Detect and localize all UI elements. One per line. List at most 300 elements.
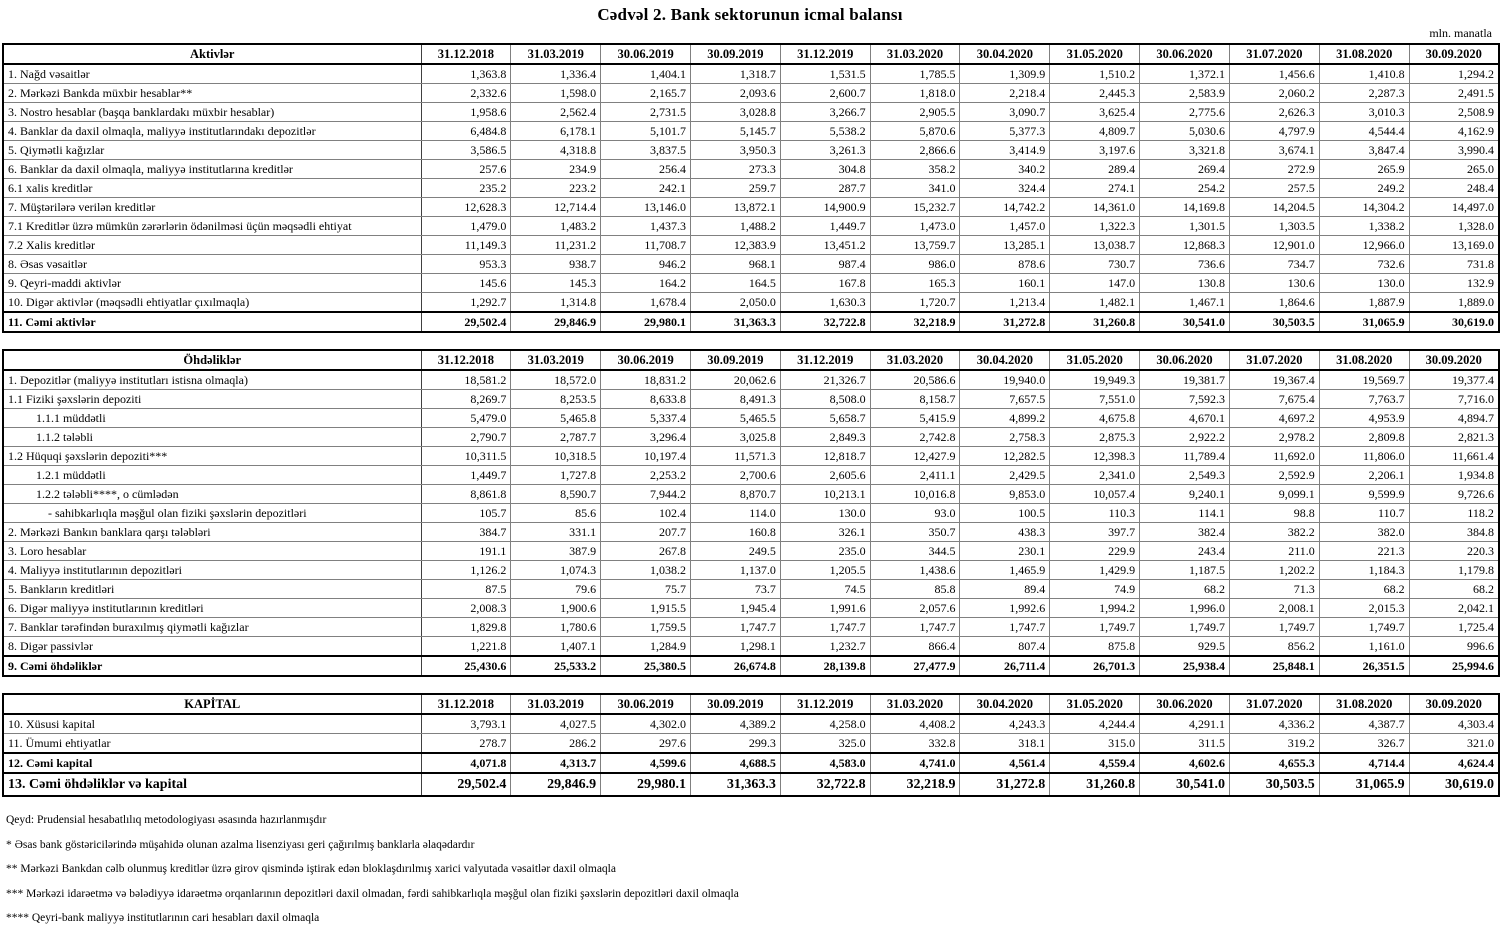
value-cell: 248.4 — [1409, 179, 1499, 198]
table-row — [3, 312, 1499, 332]
section-header: KAPİTAL — [3, 694, 421, 714]
value-cell: 68.2 — [1409, 580, 1499, 599]
value-cell: 18,572.0 — [511, 370, 601, 390]
value-cell: 100.5 — [960, 504, 1050, 523]
table-row — [3, 409, 1499, 428]
value-cell: 4,559.4 — [1050, 753, 1140, 773]
value-cell: 4,313.7 — [511, 753, 601, 773]
value-cell: 1,202.2 — [1229, 561, 1319, 580]
value-cell: 4,244.4 — [1050, 714, 1140, 734]
value-cell: 2,093.6 — [690, 84, 780, 103]
column-header-date: 31.07.2020 — [1229, 44, 1319, 64]
value-cell: 14,742.2 — [960, 198, 1050, 217]
value-cell: 5,658.7 — [780, 409, 870, 428]
value-cell: 191.1 — [421, 542, 511, 561]
value-cell: 8,870.7 — [690, 485, 780, 504]
value-cell: 987.4 — [780, 255, 870, 274]
value-cell: 147.0 — [1050, 274, 1140, 293]
table-row — [3, 734, 1499, 754]
value-cell: 358.2 — [870, 160, 960, 179]
value-cell: 1,725.4 — [1409, 618, 1499, 637]
value-cell: 3,837.5 — [601, 141, 691, 160]
value-cell: 318.1 — [960, 734, 1050, 754]
value-cell: 2,411.1 — [870, 466, 960, 485]
value-cell: 1,221.8 — [421, 637, 511, 657]
value-cell: 5,465.8 — [511, 409, 601, 428]
value-cell: 130.6 — [1229, 274, 1319, 293]
row-label: 1.1.2 tələbli — [3, 428, 421, 447]
value-cell: 273.3 — [690, 160, 780, 179]
value-cell: 1,934.8 — [1409, 466, 1499, 485]
value-cell: 167.8 — [780, 274, 870, 293]
value-cell: 1,126.2 — [421, 561, 511, 580]
value-cell: 1,438.6 — [870, 561, 960, 580]
value-cell: 19,377.4 — [1409, 370, 1499, 390]
value-cell: 32,218.9 — [870, 312, 960, 332]
value-cell: 234.9 — [511, 160, 601, 179]
column-header-date: 30.09.2019 — [690, 694, 780, 714]
value-cell: 31,272.8 — [960, 773, 1050, 796]
value-cell: 4,027.5 — [511, 714, 601, 734]
value-cell: 74.5 — [780, 580, 870, 599]
value-cell: 5,479.0 — [421, 409, 511, 428]
value-cell: 1,749.7 — [1229, 618, 1319, 637]
table-row — [3, 485, 1499, 504]
column-header-date: 30.04.2020 — [960, 350, 1050, 370]
value-cell: 2,758.3 — [960, 428, 1050, 447]
value-cell: 2,626.3 — [1229, 103, 1319, 122]
column-header-date: 30.09.2020 — [1409, 44, 1499, 64]
value-cell: 1,437.3 — [601, 217, 691, 236]
value-cell: 2,253.2 — [601, 466, 691, 485]
value-cell: 1,991.6 — [780, 599, 870, 618]
value-cell: 1,328.0 — [1409, 217, 1499, 236]
value-cell: 26,711.4 — [960, 656, 1050, 676]
value-cell: 265.9 — [1319, 160, 1409, 179]
value-cell: 1,284.9 — [601, 637, 691, 657]
value-cell: 4,797.9 — [1229, 122, 1319, 141]
value-cell: 1,456.6 — [1229, 64, 1319, 84]
value-cell: 1,205.5 — [780, 561, 870, 580]
value-cell: 8,590.7 — [511, 485, 601, 504]
row-label: 2. Mərkəzi Bankın banklara qarşı tələbləri — [3, 523, 421, 542]
value-cell: 1,759.5 — [601, 618, 691, 637]
value-cell: 3,586.5 — [421, 141, 511, 160]
value-cell: 229.9 — [1050, 542, 1140, 561]
value-cell: 968.1 — [690, 255, 780, 274]
table-row — [3, 141, 1499, 160]
row-label: 6. Digər maliyyə institutlarının kreditləri — [3, 599, 421, 618]
value-cell: 8,253.5 — [511, 390, 601, 409]
value-cell: 1,829.8 — [421, 618, 511, 637]
value-cell: 5,377.3 — [960, 122, 1050, 141]
value-cell: 5,030.6 — [1140, 122, 1230, 141]
value-cell: 130.0 — [1319, 274, 1409, 293]
value-cell: 10,197.4 — [601, 447, 691, 466]
value-cell: 12,868.3 — [1140, 236, 1230, 255]
value-cell: 12,901.0 — [1229, 236, 1319, 255]
header-row — [3, 44, 1499, 64]
value-cell: 130.8 — [1140, 274, 1230, 293]
value-cell: 1,996.0 — [1140, 599, 1230, 618]
value-cell: 5,145.7 — [690, 122, 780, 141]
value-cell: 996.6 — [1409, 637, 1499, 657]
value-cell: 2,775.6 — [1140, 103, 1230, 122]
value-cell: 8,508.0 — [780, 390, 870, 409]
value-cell: 5,870.6 — [870, 122, 960, 141]
value-cell: 387.9 — [511, 542, 601, 561]
row-label: 9. Qeyri-maddi aktivlər — [3, 274, 421, 293]
value-cell: 2,206.1 — [1319, 466, 1409, 485]
value-cell: 4,071.8 — [421, 753, 511, 773]
value-cell: 1,449.7 — [780, 217, 870, 236]
value-cell: 736.6 — [1140, 255, 1230, 274]
value-cell: 18,831.2 — [601, 370, 691, 390]
table-row — [3, 370, 1499, 390]
footnote-1: * Əsas bank göstəricilərində müşahidə olunan azalma lisenziyası geri çağırılmış banklarla əlaqədardır — [6, 838, 475, 851]
value-cell: 4,697.2 — [1229, 409, 1319, 428]
column-header-date: 31.12.2019 — [780, 44, 870, 64]
value-cell: 875.8 — [1050, 637, 1140, 657]
row-label: 1. Nağd vəsaitlər — [3, 64, 421, 84]
value-cell: 11,789.4 — [1140, 447, 1230, 466]
footnote-4: **** Qeyri-bank maliyyə institutlarının cari hesabları daxil olmaqla — [6, 912, 320, 925]
value-cell: 249.2 — [1319, 179, 1409, 198]
value-cell: 12,628.3 — [421, 198, 511, 217]
value-cell: 21,326.7 — [780, 370, 870, 390]
value-cell: 2,821.3 — [1409, 428, 1499, 447]
value-cell: 31,260.8 — [1050, 312, 1140, 332]
value-cell: 2,592.9 — [1229, 466, 1319, 485]
value-cell: 1,747.7 — [690, 618, 780, 637]
table-row — [3, 217, 1499, 236]
value-cell: 1,322.3 — [1050, 217, 1140, 236]
value-cell: 89.4 — [960, 580, 1050, 599]
value-cell: 1,407.1 — [511, 637, 601, 657]
column-header-date: 31.07.2020 — [1229, 350, 1319, 370]
value-cell: 4,688.5 — [690, 753, 780, 773]
value-cell: 110.3 — [1050, 504, 1140, 523]
value-cell: 929.5 — [1140, 637, 1230, 657]
value-cell: 25,994.6 — [1409, 656, 1499, 676]
value-cell: 114.1 — [1140, 504, 1230, 523]
value-cell: 2,905.5 — [870, 103, 960, 122]
value-cell: 1,780.6 — [511, 618, 601, 637]
column-header-date: 31.12.2019 — [780, 350, 870, 370]
value-cell: 29,980.1 — [601, 312, 691, 332]
value-cell: 1,184.3 — [1319, 561, 1409, 580]
value-cell: 1,727.8 — [511, 466, 601, 485]
value-cell: 19,949.3 — [1050, 370, 1140, 390]
value-cell: 299.3 — [690, 734, 780, 754]
value-cell: 265.0 — [1409, 160, 1499, 179]
column-header-date: 30.06.2019 — [601, 44, 691, 64]
value-cell: 5,465.5 — [690, 409, 780, 428]
value-cell: 1,630.3 — [780, 293, 870, 313]
value-cell: 4,318.8 — [511, 141, 601, 160]
row-label: 4. Maliyyə institutlarının depozitləri — [3, 561, 421, 580]
table-row — [3, 198, 1499, 217]
value-cell: 2,809.8 — [1319, 428, 1409, 447]
value-cell: 384.7 — [421, 523, 511, 542]
value-cell: 1,887.9 — [1319, 293, 1409, 313]
value-cell: 207.7 — [601, 523, 691, 542]
value-cell: 12,966.0 — [1319, 236, 1409, 255]
value-cell: 1,404.1 — [601, 64, 691, 84]
value-cell: 1,531.5 — [780, 64, 870, 84]
value-cell: 26,351.5 — [1319, 656, 1409, 676]
value-cell: 4,894.7 — [1409, 409, 1499, 428]
row-label: 13. Cəmi öhdəliklər və kapital — [3, 773, 421, 796]
value-cell: 1,429.9 — [1050, 561, 1140, 580]
value-cell: 1,457.0 — [960, 217, 1050, 236]
value-cell: 2,015.3 — [1319, 599, 1409, 618]
value-cell: 297.6 — [601, 734, 691, 754]
value-cell: 1,294.2 — [1409, 64, 1499, 84]
value-cell: 319.2 — [1229, 734, 1319, 754]
value-cell: 25,938.4 — [1140, 656, 1230, 676]
value-cell: 10,016.8 — [870, 485, 960, 504]
value-cell: 29,846.9 — [511, 312, 601, 332]
value-cell: 79.6 — [511, 580, 601, 599]
table-row — [3, 160, 1499, 179]
value-cell: 4,291.1 — [1140, 714, 1230, 734]
value-cell: 286.2 — [511, 734, 601, 754]
value-cell: 4,389.2 — [690, 714, 780, 734]
value-cell: 3,414.9 — [960, 141, 1050, 160]
column-header-date: 30.04.2020 — [960, 44, 1050, 64]
column-header-date: 30.09.2019 — [690, 350, 780, 370]
value-cell: 30,503.5 — [1229, 773, 1319, 796]
column-header-date: 31.03.2020 — [870, 694, 960, 714]
value-cell: 1,785.5 — [870, 64, 960, 84]
value-cell: 12,383.9 — [690, 236, 780, 255]
value-cell: 1,818.0 — [870, 84, 960, 103]
value-cell: 4,303.4 — [1409, 714, 1499, 734]
value-cell: 220.3 — [1409, 542, 1499, 561]
value-cell: 7,944.2 — [601, 485, 691, 504]
value-cell: 2,875.3 — [1050, 428, 1140, 447]
value-cell: 1,298.1 — [690, 637, 780, 657]
value-cell: 4,162.9 — [1409, 122, 1499, 141]
column-header-date: 31.03.2019 — [511, 350, 601, 370]
column-header-date: 30.09.2019 — [690, 44, 780, 64]
value-cell: 11,692.0 — [1229, 447, 1319, 466]
value-cell: 4,336.2 — [1229, 714, 1319, 734]
value-cell: 4,675.8 — [1050, 409, 1140, 428]
balance-table-section-0 — [2, 43, 1500, 333]
value-cell: 1,864.6 — [1229, 293, 1319, 313]
balance-table-section-2 — [2, 693, 1500, 797]
value-cell: 3,321.8 — [1140, 141, 1230, 160]
value-cell: 2,790.7 — [421, 428, 511, 447]
value-cell: 73.7 — [690, 580, 780, 599]
value-cell: 2,508.9 — [1409, 103, 1499, 122]
value-cell: 1,449.7 — [421, 466, 511, 485]
value-cell: 145.6 — [421, 274, 511, 293]
value-cell: 4,670.1 — [1140, 409, 1230, 428]
column-header-date: 31.03.2020 — [870, 350, 960, 370]
value-cell: 2,218.4 — [960, 84, 1050, 103]
table-row — [3, 656, 1499, 676]
value-cell: 1,232.7 — [780, 637, 870, 657]
value-cell: 15,232.7 — [870, 198, 960, 217]
row-label: 8. Əsas vəsaitlər — [3, 255, 421, 274]
value-cell: 14,169.8 — [1140, 198, 1230, 217]
value-cell: 32,722.8 — [780, 773, 870, 796]
value-cell: 2,583.9 — [1140, 84, 1230, 103]
value-cell: 382.4 — [1140, 523, 1230, 542]
value-cell: 1,678.4 — [601, 293, 691, 313]
value-cell: 3,197.6 — [1050, 141, 1140, 160]
value-cell: 68.2 — [1140, 580, 1230, 599]
value-cell: 13,872.1 — [690, 198, 780, 217]
row-label: 1. Depozitlər (maliyyə institutları istisna olmaqla) — [3, 370, 421, 390]
value-cell: 85.6 — [511, 504, 601, 523]
value-cell: 731.8 — [1409, 255, 1499, 274]
value-cell: 1,749.7 — [1140, 618, 1230, 637]
value-cell: 29,846.9 — [511, 773, 601, 796]
value-cell: 287.7 — [780, 179, 870, 198]
table-row — [3, 84, 1499, 103]
value-cell: 19,367.4 — [1229, 370, 1319, 390]
section-header: Öhdəliklər — [3, 350, 421, 370]
value-cell: 3,025.8 — [690, 428, 780, 447]
column-header-date: 31.05.2020 — [1050, 44, 1140, 64]
value-cell: 4,953.9 — [1319, 409, 1409, 428]
value-cell: 20,062.6 — [690, 370, 780, 390]
value-cell: 2,742.8 — [870, 428, 960, 447]
value-cell: 1,994.2 — [1050, 599, 1140, 618]
value-cell: 986.0 — [870, 255, 960, 274]
value-cell: 4,602.6 — [1140, 753, 1230, 773]
value-cell: 7,592.3 — [1140, 390, 1230, 409]
value-cell: 20,586.6 — [870, 370, 960, 390]
value-cell: 1,363.8 — [421, 64, 511, 84]
row-label: 4. Banklar da daxil olmaqla, maliyyə institutlarındakı depozitlər — [3, 122, 421, 141]
value-cell: 14,900.9 — [780, 198, 870, 217]
value-cell: 2,429.5 — [960, 466, 1050, 485]
value-cell: 14,361.0 — [1050, 198, 1140, 217]
value-cell: 2,491.5 — [1409, 84, 1499, 103]
table-row — [3, 274, 1499, 293]
value-cell: 856.2 — [1229, 637, 1319, 657]
value-cell: 28,139.8 — [780, 656, 870, 676]
value-cell: 3,296.4 — [601, 428, 691, 447]
value-cell: 13,146.0 — [601, 198, 691, 217]
value-cell: 3,793.1 — [421, 714, 511, 734]
row-label: 5. Bankların kreditləri — [3, 580, 421, 599]
value-cell: 274.1 — [1050, 179, 1140, 198]
table-row — [3, 618, 1499, 637]
value-cell: 325.0 — [780, 734, 870, 754]
value-cell: 32,218.9 — [870, 773, 960, 796]
column-header-date: 31.03.2019 — [511, 694, 601, 714]
column-header-date: 31.08.2020 — [1319, 694, 1409, 714]
value-cell: 68.2 — [1319, 580, 1409, 599]
row-label: 11. Cəmi aktivlər — [3, 312, 421, 332]
value-cell: 732.6 — [1319, 255, 1409, 274]
value-cell: 11,571.3 — [690, 447, 780, 466]
column-header-date: 30.04.2020 — [960, 694, 1050, 714]
row-label: 1.2 Hüquqi şəxslərin depoziti*** — [3, 447, 421, 466]
value-cell: 11,806.0 — [1319, 447, 1409, 466]
value-cell: 2,445.3 — [1050, 84, 1140, 103]
row-label: 1.2.1 müddətli — [3, 466, 421, 485]
header-row — [3, 350, 1499, 370]
value-cell: 160.8 — [690, 523, 780, 542]
value-cell: 1,318.7 — [690, 64, 780, 84]
footnote-2: ** Mərkəzi Bankdan cəlb olunmuş kreditlər üzrə girov qismində iştirak edən bloklaşdırılmış xarici valyutada vəsaitlər daxil olmaqla — [6, 863, 616, 876]
value-cell: 9,726.6 — [1409, 485, 1499, 504]
column-header-date: 31.07.2020 — [1229, 694, 1319, 714]
value-cell: 1,749.7 — [1319, 618, 1409, 637]
value-cell: 132.9 — [1409, 274, 1499, 293]
value-cell: 2,008.1 — [1229, 599, 1319, 618]
value-cell: 938.7 — [511, 255, 601, 274]
value-cell: 2,060.2 — [1229, 84, 1319, 103]
value-cell: 2,057.6 — [870, 599, 960, 618]
table-row — [3, 504, 1499, 523]
value-cell: 257.6 — [421, 160, 511, 179]
value-cell: 165.3 — [870, 274, 960, 293]
value-cell: 249.5 — [690, 542, 780, 561]
value-cell: 31,363.3 — [690, 312, 780, 332]
value-cell: 350.7 — [870, 523, 960, 542]
value-cell: 1,292.7 — [421, 293, 511, 313]
value-cell: 2,849.3 — [780, 428, 870, 447]
value-cell: 5,337.4 — [601, 409, 691, 428]
column-header-date: 30.06.2019 — [601, 350, 691, 370]
table-row — [3, 753, 1499, 773]
value-cell: 30,619.0 — [1409, 773, 1499, 796]
value-cell: 1,889.0 — [1409, 293, 1499, 313]
row-label: 6.1 xalis kreditlər — [3, 179, 421, 198]
value-cell: 3,950.3 — [690, 141, 780, 160]
value-cell: 1,747.7 — [960, 618, 1050, 637]
value-cell: 11,231.2 — [511, 236, 601, 255]
value-cell: 7,763.7 — [1319, 390, 1409, 409]
value-cell: 382.2 — [1229, 523, 1319, 542]
value-cell: 3,010.3 — [1319, 103, 1409, 122]
value-cell: 4,302.0 — [601, 714, 691, 734]
value-cell: 256.4 — [601, 160, 691, 179]
value-cell: 25,533.2 — [511, 656, 601, 676]
value-cell: 12,714.4 — [511, 198, 601, 217]
table-row — [3, 637, 1499, 657]
value-cell: 114.0 — [690, 504, 780, 523]
balance-tables — [2, 43, 1498, 797]
row-label: 7. Banklar tərəfindən buraxılmış qiymətli kağızlar — [3, 618, 421, 637]
value-cell: 25,848.1 — [1229, 656, 1319, 676]
value-cell: 102.4 — [601, 504, 691, 523]
value-cell: 98.8 — [1229, 504, 1319, 523]
row-label: 9. Cəmi öhdəliklər — [3, 656, 421, 676]
value-cell: 397.7 — [1050, 523, 1140, 542]
value-cell: 1,483.2 — [511, 217, 601, 236]
value-cell: 866.4 — [870, 637, 960, 657]
value-cell: 19,569.7 — [1319, 370, 1409, 390]
value-cell: 7,551.0 — [1050, 390, 1140, 409]
value-cell: 1,213.4 — [960, 293, 1050, 313]
value-cell: 259.7 — [690, 179, 780, 198]
row-label: 3. Loro hesablar — [3, 542, 421, 561]
report-page — [0, 5, 1500, 927]
value-cell: 4,387.7 — [1319, 714, 1409, 734]
table-row — [3, 122, 1499, 141]
row-label: 7.2 Xalis kreditlər — [3, 236, 421, 255]
value-cell: 31,065.9 — [1319, 773, 1409, 796]
